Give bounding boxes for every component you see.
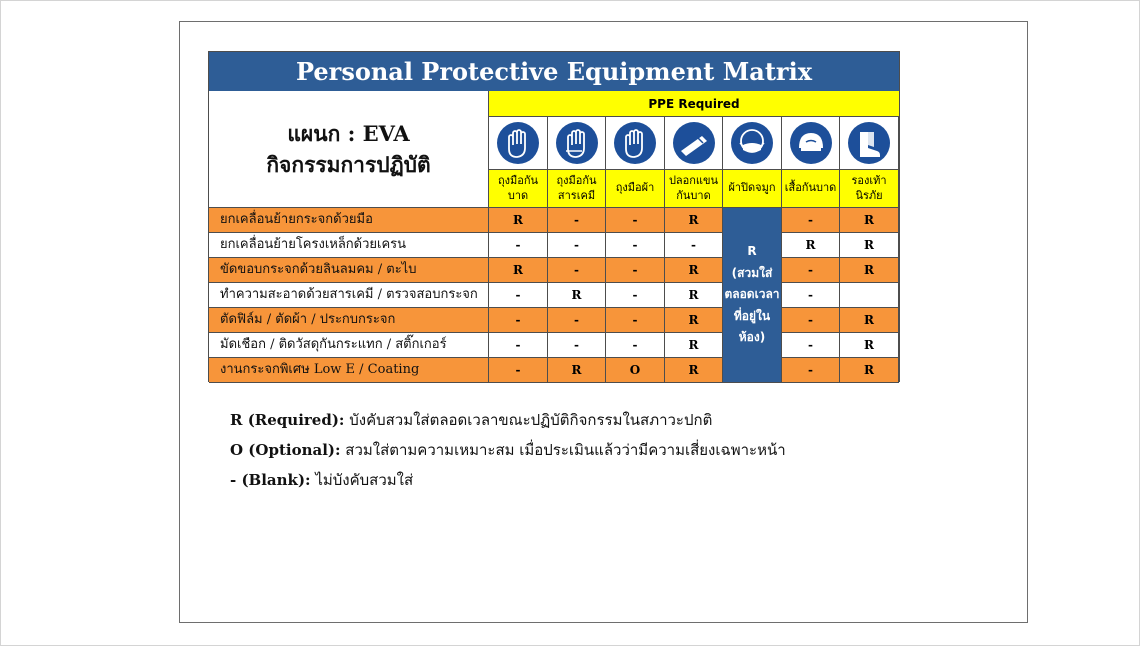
task-name-cell: มัดเชือก / ติดวัสดุกันกระแทก / สติ๊กเกอร์ — [209, 333, 489, 358]
face-mask-merged-cell — [723, 208, 782, 383]
legend-blank — [230, 465, 786, 495]
matrix-value-cell: R — [840, 308, 899, 333]
cut-resistant-gloves-icon — [496, 121, 540, 165]
legend-key: - (Blank): — [230, 471, 311, 489]
matrix-value-cell: - — [489, 333, 548, 358]
matrix-value-cell: R — [665, 258, 723, 283]
matrix-value-cell: - — [548, 308, 606, 333]
matrix-value-cell: - — [606, 208, 665, 233]
matrix-value-cell: - — [606, 333, 665, 358]
matrix-value-cell: R — [548, 358, 606, 383]
matrix-value-cell: - — [782, 283, 840, 308]
matrix-value-cell: R — [665, 333, 723, 358]
cloth-gloves-icon — [613, 121, 657, 165]
matrix-value-cell: - — [782, 333, 840, 358]
task-name-cell: ยกเคลื่อนย้ายกระจกด้วยมือ — [209, 208, 489, 233]
ppe-icon-cell — [723, 117, 782, 170]
matrix-value-cell: - — [665, 233, 723, 258]
matrix-value-cell: R — [840, 233, 899, 258]
matrix-value-cell: R — [665, 308, 723, 333]
safety-boots-icon — [847, 121, 891, 165]
ppe-column-label: ถุงมือกันบาด — [489, 170, 548, 208]
matrix-value-cell: - — [489, 358, 548, 383]
task-name-cell: ตัดฟิล์ม / ตัดผ้า / ประกบกระจก — [209, 308, 489, 333]
task-name-cell: ยกเคลื่อนย้ายโครงเหล็กด้วยเครน — [209, 233, 489, 258]
ppe-icon-cell — [665, 117, 723, 170]
matrix-value-cell: - — [606, 233, 665, 258]
matrix-value-cell: - — [489, 283, 548, 308]
cut-resistant-shirt-icon — [789, 121, 833, 165]
matrix-title: Personal Protective Equipment Matrix — [209, 52, 899, 91]
matrix-value-cell: R — [489, 208, 548, 233]
matrix-value-cell: - — [606, 283, 665, 308]
matrix-value-cell: O — [606, 358, 665, 383]
ppe-icon-cell — [782, 117, 840, 170]
ppe-icon-cell — [548, 117, 606, 170]
matrix-value-cell: R — [665, 283, 723, 308]
ppe-column-label: ถุงมือกันสารเคมี — [548, 170, 606, 208]
ppe-icon-cell — [840, 117, 899, 170]
slide-page — [179, 21, 1028, 623]
matrix-value-cell: R — [548, 283, 606, 308]
department-header — [209, 91, 489, 208]
matrix-value-cell: - — [782, 258, 840, 283]
legend-key: O (Optional): — [230, 441, 341, 459]
matrix-value-cell: - — [489, 308, 548, 333]
ppe-column-label: ถุงมือผ้า — [606, 170, 665, 208]
matrix-value-cell: - — [489, 233, 548, 258]
ppe-icon-cell — [606, 117, 665, 170]
matrix-value-cell: R — [840, 333, 899, 358]
matrix-value-cell: - — [548, 333, 606, 358]
ppe-column-label: ปลอกแขนกันบาด — [665, 170, 723, 208]
ppe-column-label: เสื้อกันบาด — [782, 170, 840, 208]
ppe-column-label: ผ้าปิดจมูก — [723, 170, 782, 208]
matrix-value-cell: R — [840, 358, 899, 383]
chemical-gloves-icon — [555, 121, 599, 165]
department-line: แผนก : EVA — [287, 120, 410, 146]
matrix-value-cell: R — [782, 233, 840, 258]
matrix-value-cell — [840, 283, 899, 308]
matrix-value-cell: - — [548, 233, 606, 258]
ppe-column-label: รองเท้านิรภัย — [840, 170, 899, 208]
task-name-cell: ขัดขอบกระจกด้วยลินลมคม / ตะไบ — [209, 258, 489, 283]
ppe-required-header: PPE Required — [489, 91, 899, 117]
matrix-value-cell: R — [665, 208, 723, 233]
face-mask-note: R (สวมใส่ ตลอดเวลา ที่อยู่ใน ห้อง) — [724, 244, 780, 345]
matrix-value-cell: - — [782, 308, 840, 333]
activity-line: กิจกรรมการปฏิบัติ — [266, 152, 431, 177]
matrix-value-cell: R — [840, 208, 899, 233]
matrix-value-cell: R — [665, 358, 723, 383]
matrix-value-cell: - — [782, 358, 840, 383]
ppe-matrix-table — [208, 51, 900, 382]
matrix-value-cell: - — [548, 208, 606, 233]
task-name-cell: งานกระจกพิเศษ Low E / Coating — [209, 358, 489, 383]
legend-text: ไม่บังคับสวมใส่ — [310, 471, 414, 489]
legend — [230, 405, 786, 495]
arm-sleeve-icon — [672, 121, 716, 165]
matrix-value-cell: - — [782, 208, 840, 233]
legend-optional — [230, 435, 786, 465]
matrix-value-cell: - — [606, 258, 665, 283]
matrix-value-cell: - — [548, 258, 606, 283]
matrix-value-cell: R — [840, 258, 899, 283]
legend-key: R (Required): — [230, 411, 345, 429]
matrix-value-cell: - — [606, 308, 665, 333]
legend-required — [230, 405, 786, 435]
ppe-icon-cell — [489, 117, 548, 170]
matrix-value-cell: R — [489, 258, 548, 283]
legend-text: บังคับสวมใส่ตลอดเวลาขณะปฏิบัติกิจกรรมในสภาวะปกติ — [344, 411, 713, 429]
legend-text: สวมใส่ตามความเหมาะสม เมื่อประเมินแล้วว่ามีความเสี่ยงเฉพาะหน้า — [340, 441, 786, 459]
face-mask-icon — [730, 121, 774, 165]
task-name-cell: ทำความสะอาดด้วยสารเคมี / ตรวจสอบกระจก — [209, 283, 489, 308]
